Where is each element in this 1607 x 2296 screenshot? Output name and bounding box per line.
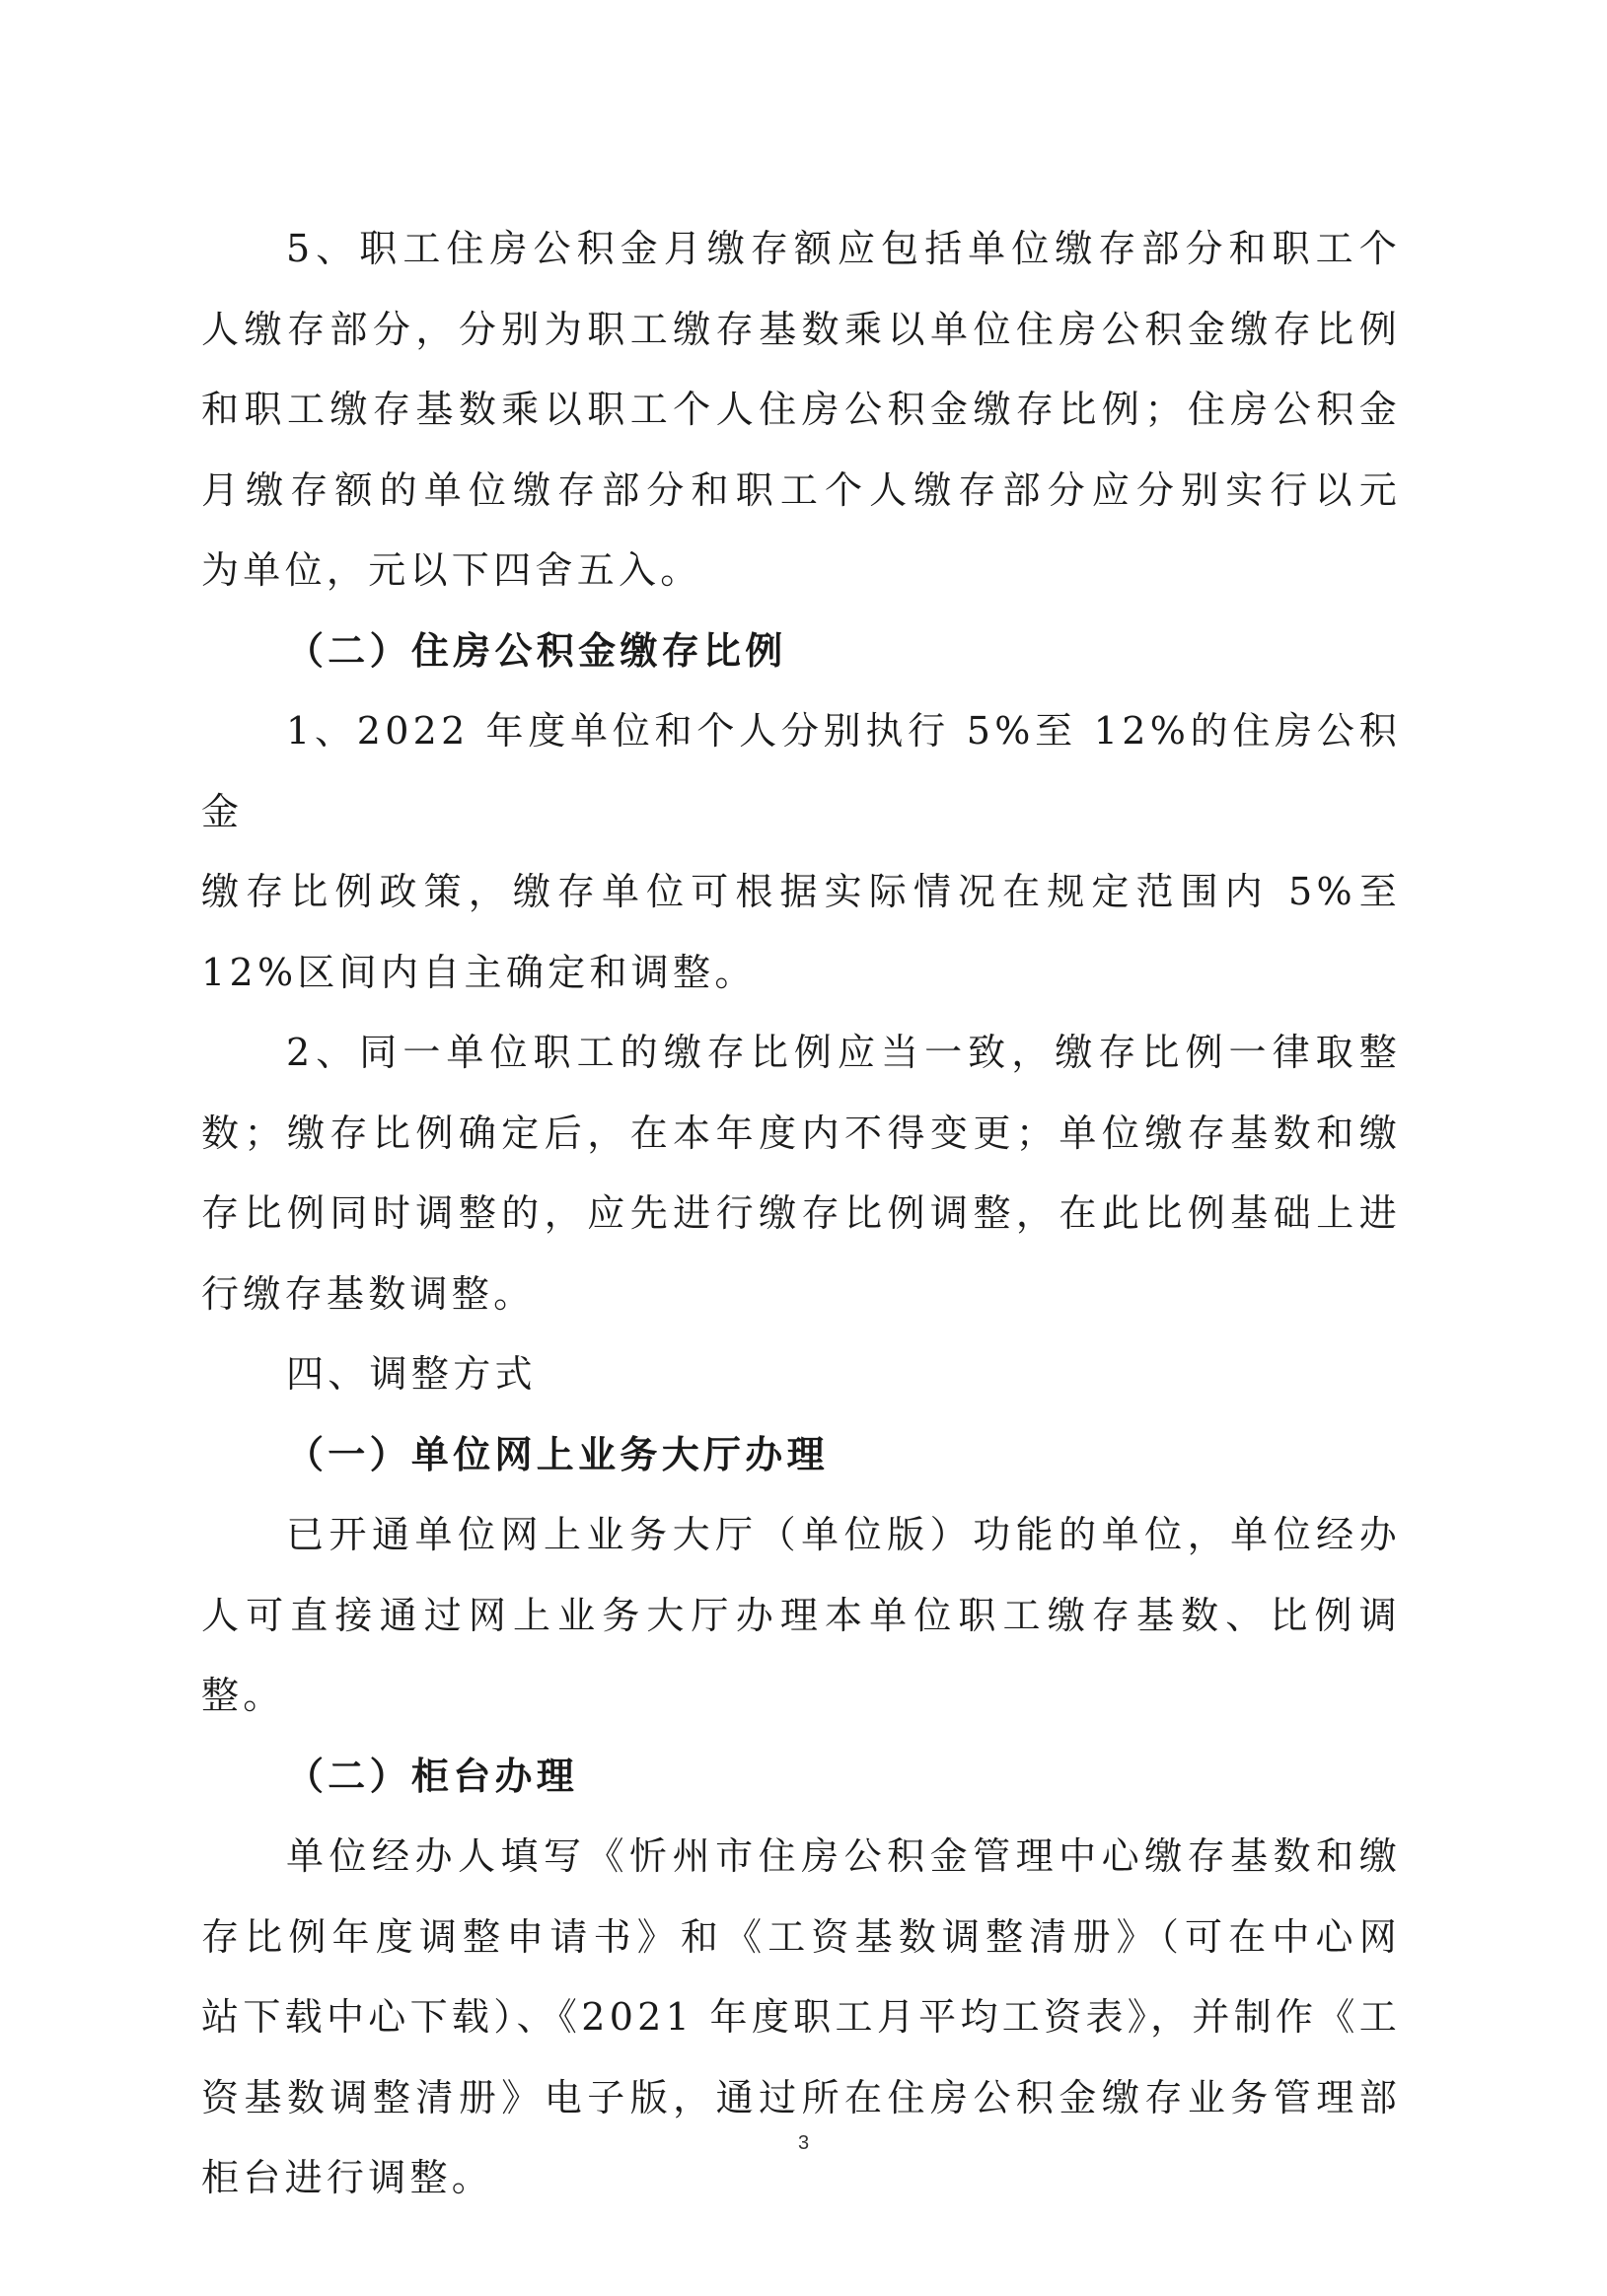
- section-heading: （二）柜台办理: [286, 1754, 579, 1798]
- paragraph-line: 为单位，元以下四舍五入。: [201, 548, 702, 592]
- paragraph-line: 人缴存部分，分别为职工缴存基数乘以单位住房公积金缴存比例: [201, 307, 1401, 351]
- document-body: [201, 209, 1401, 2219]
- paragraph-line: 5、职工住房公积金月缴存额应包括单位缴存部分和职工个: [286, 227, 1401, 270]
- section-heading: （二）住房公积金缴存比例: [286, 628, 787, 673]
- paragraph-line: 资基数调整清册》电子版，通过所在住房公积金缴存业务管理部: [201, 2075, 1401, 2119]
- paragraph-line: 人可直接通过网上业务大厅办理本单位职工缴存基数、比例调整。: [201, 1593, 1401, 1717]
- paragraph-line: 行缴存基数调整。: [201, 1271, 536, 1316]
- section-heading: （一）单位网上业务大厅办理: [286, 1432, 829, 1476]
- paragraph-line: 存比例同时调整的，应先进行缴存比例调整，在此比例基础上进: [201, 1191, 1401, 1235]
- paragraph: [201, 209, 1401, 611]
- paragraph-line: 月缴存额的单位缴存部分和职工个人缴存部分应分别实行以元: [201, 467, 1401, 512]
- paragraph-line: 站下载中心下载）、《2021 年度职工月平均工资表》，并制作《工: [201, 1995, 1401, 2039]
- paragraph: [201, 691, 1401, 1013]
- section-heading: 四、调整方式: [286, 1352, 537, 1396]
- paragraph-line: 2、同一单位职工的缴存比例应当一致，缴存比例一律取整: [286, 1031, 1401, 1074]
- paragraph-line: 缴存比例政策，缴存单位可根据实际情况在规定范围内 5%至: [201, 870, 1401, 913]
- page-number: 3: [797, 2132, 810, 2154]
- paragraph-line: 柜台进行调整。: [201, 2156, 494, 2199]
- paragraph: [201, 1013, 1401, 1334]
- paragraph-line: 12%区间内自主确定和调整。: [201, 950, 757, 994]
- paragraph-line: 1、2022 年度单位和个人分别执行 5%至 12%的住房公积金: [201, 709, 1401, 833]
- paragraph-line: 和职工缴存基数乘以职工个人住房公积金缴存比例；住房公积金: [201, 388, 1401, 431]
- paragraph-line: 数；缴存比例确定后，在本年度内不得变更；单位缴存基数和缴: [201, 1111, 1401, 1155]
- paragraph: [201, 1495, 1401, 1737]
- paragraph: [201, 1817, 1401, 2219]
- paragraph-line: 存比例年度调整申请书》和《工资基数调整清册》（可在中心网: [201, 1914, 1401, 1959]
- paragraph-line: 单位经办人填写《忻州市住房公积金管理中心缴存基数和缴: [286, 1834, 1401, 1878]
- paragraph-line: 已开通单位网上业务大厅（单位版）功能的单位，单位经办: [286, 1513, 1401, 1556]
